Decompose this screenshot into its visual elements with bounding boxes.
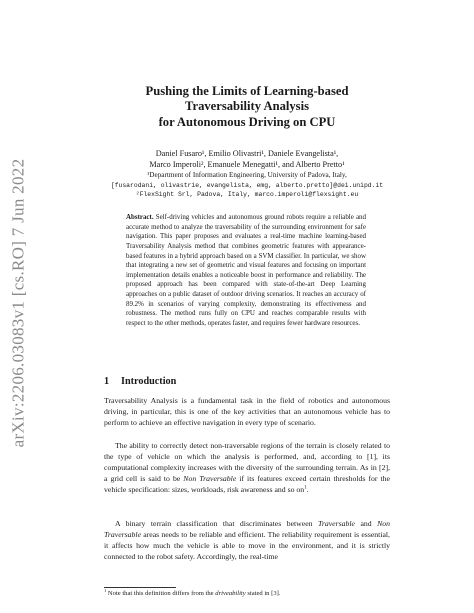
section-heading [104, 376, 390, 388]
paragraph-1 [104, 396, 390, 429]
footnote-rule [104, 587, 176, 588]
footnote-text-a: Note that this definition differs from the [106, 590, 216, 597]
section-number: 1 [104, 376, 110, 387]
authors-line-2: Marco Imperoli², Emanuele Menegatti¹, and Alberto Pretto¹ [149, 160, 345, 169]
paragraph-2-text-a: The ability to correctly detect non-traversable regions of the terrain is closely related to the type of vehicle on which the analysis is performed, and, according to [1], its computational complexity increases with the diversity of the surrounding terrain. As in [2], a grid cell is said to be [104, 441, 390, 483]
paragraph-2-text-c: . [306, 484, 309, 494]
paper-title [104, 84, 390, 130]
arxiv-identifier [4, 158, 32, 448]
footnote-mark: 1 [104, 587, 107, 593]
footnote-emphasis: driveability [215, 590, 246, 597]
arxiv-identifier-text: arXiv:2206.03083v1 [cs.RO] 7 Jun 2022 [8, 158, 27, 448]
affiliation-2: ²FlexSight Srl, Padova, Italy, marco.imperoli@flexsight.eu [135, 191, 359, 199]
title-line-2: Traversability Analysis [185, 99, 309, 114]
authors-line-1: Daniel Fusaro¹, Emilio Olivastri¹, Daniele Evangelista¹, [155, 149, 339, 158]
paragraph-3-text-c: areas needs to be reliable and efficient. The reliability requirement is essential, it affects how much the vehicle is able to move in the environment, and it is strictly connected to the robot safety. Accordingly, the real-time [104, 529, 390, 561]
paragraph-2 [104, 441, 390, 496]
paragraph-2-text-b: if its features exceed certain thresholds for the vehicle specification: sizes, workloads, risk awareness and so on [104, 473, 390, 494]
abstract [126, 213, 366, 329]
paragraph-3 [104, 519, 390, 563]
paragraph-3-emphasis-1: Traversable [317, 519, 355, 528]
affiliations [104, 171, 390, 200]
paragraph-2-emphasis: Non Traversable [183, 473, 237, 483]
section-title: Introduction [121, 376, 177, 387]
title-line-3: for Autonomous Driving on CPU [158, 114, 336, 129]
footnote-ref: 1 [304, 484, 307, 491]
affiliation-1-emails: [fusarodani, olivastrie, evangelista, emg, alberto.pretto]@dei.unipd.it [110, 181, 384, 189]
abstract-label: Abstract. [126, 213, 154, 221]
paragraph-3-emphasis-2: Non Traversable [104, 519, 391, 539]
footnote [104, 587, 390, 599]
paragraph-1-text: Traversability Analysis is a fundamental task in the field of robotics and autonomous driving, in particular, this is one of the key activities that an autonomous vehicle has to perform to achieve an effective navigation in every type of scenario. [104, 396, 390, 427]
author-list [104, 148, 390, 170]
footnote-text-b: stated in [3]. [245, 590, 281, 597]
affiliation-1: ¹Department of Information Engineering, University of Padova, Italy, [147, 171, 347, 179]
title-line-1: Pushing the Limits of Learning-based [145, 84, 349, 98]
paragraph-3-text-b: and [355, 519, 378, 528]
paragraph-3-text-a: A binary terrain classification that discriminates between [115, 519, 318, 528]
abstract-text: Self-driving vehicles and autonomous ground robots require a reliable and accurate method to analyze the traversability of the surrounding environment for safe navigation. This paper proposes and evaluates a real-time machine learning-based Traversability Analysis method that combines geometric features with appearance-based features in a hybrid approach based on a SVM classifier. In particular, we show that integrating a new set of geometric and visual features and focusing on important implementation details enables a noticeable boost in performance and reliability. The proposed approach has been compared with state-of-the-art Deep Learning approaches on a public dataset of outdoor driving scenarios. It reaches an accuracy of 89.2% in scenarios of varying complexity, demonstrating its effectiveness and robustness. The method runs fully on CPU and reaches comparable results with respect to the other methods, operates faster, and requires fewer hardware resources. [126, 213, 366, 327]
